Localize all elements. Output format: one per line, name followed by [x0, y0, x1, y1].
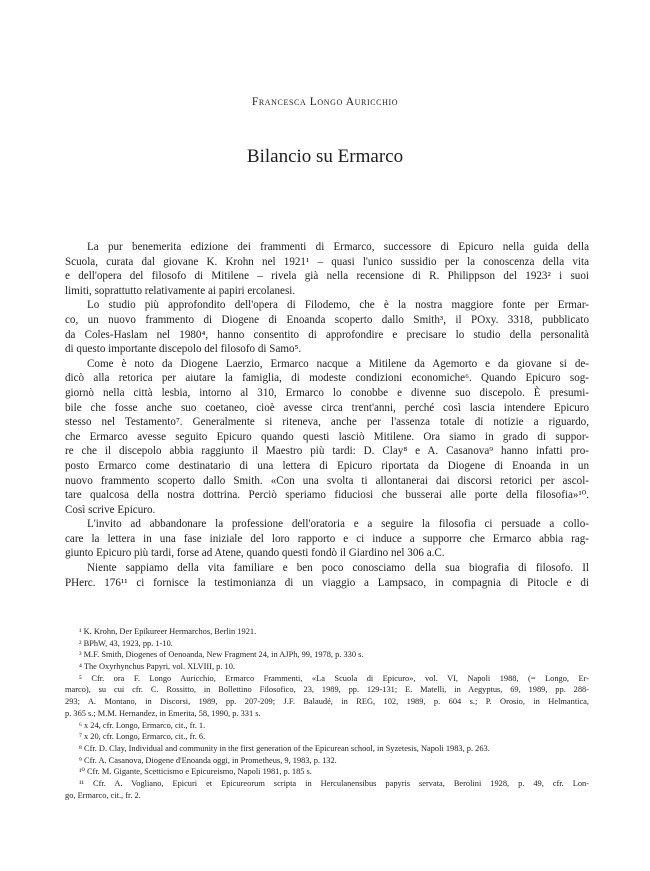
body-line: giornò nella città lesbia, intorno al 310, Ermarco lo conobbe e divenne suo discepolo. È presumi- — [65, 386, 589, 399]
body-line: che Ermarco avesse seguito Epicuro quando questi lasciò Mitilene. Ora siamo in grado di suppor- — [65, 430, 589, 443]
footnotes — [65, 626, 589, 801]
footnote: ¹ K. Krohn, Der Epikureer Hermarchos, Berlin 1921. — [79, 627, 257, 636]
body-line: co, un nuovo frammento di Diogene di Enoanda scoperto dallo Smith³, il POxy. 3318, pubblicato — [65, 313, 589, 326]
body-line: dicò alla retorica per aiutare la famiglia, di modeste condizioni economiche⁶. Quando Epicuro sog- — [65, 372, 589, 385]
body-line: Niente sappiamo della vita familiare e ben poco conosciamo della sua biografia di filosofo. Il — [87, 562, 589, 575]
body-line: e dell'opera del filosofo di Mitilene – rivela già nella recensione di R. Philippson del 1923² i suoi — [65, 270, 589, 283]
body-line: re che il discepolo abbia raggiunto il Maestro più tardi: D. Clay⁸ e A. Casanova⁹ hanno infatti pro- — [65, 445, 589, 458]
author-name: Francesca Longo Auricchio — [251, 96, 399, 108]
body-line: Come è noto da Diogene Laerzio, Ermarco nacque a Mitilene da Agemorto e da giovane si de- — [87, 357, 589, 370]
body-line: tare qualcosa della nostra dottrina. Perciò speriamo fiduciosi che busserai alle porte della filosofia»¹⁰. — [65, 489, 589, 502]
footnote: ¹⁰ Cfr. M. Gigante, Scetticismo e Epicureismo, Napoli 1981, p. 185 s. — [79, 767, 312, 777]
body-line: Così scrive Epicuro. — [65, 503, 156, 516]
footnote-continuation: go, Ermarco, cit., fr. 2. — [65, 790, 141, 800]
body-line: posto Ermarco come destinatario di una lettera di Epicuro riportata da Diogene di Enoanda in un — [65, 459, 589, 472]
body-line: limiti, soprattutto relativamente ai papiri ercolanesi. — [65, 284, 296, 297]
body-line: di questo importante discepolo del filosofo di Samo⁵. — [65, 343, 302, 356]
body-line: Lo studio più approfondito dell'opera di Filodemo, che è la nostra maggiore fonte per Ermar- — [87, 299, 589, 312]
body-line: stesso nel Testamento⁷. Generalmente si riteneva, anche per l'assenza totale di notizie a riguardo, — [65, 416, 589, 429]
footnote-continuation: p. 365 s.; M.M. Hernandez, in Emerita, 58, 1990, p. 331 s. — [65, 708, 261, 718]
body-line: La pur benemerita edizione dei frammenti di Ermarco, successore di Epicuro nella guida della — [87, 241, 589, 253]
footnote: ¹¹ Cfr. A. Vogliano, Epicuri et Epicureorum scripta in Herculanensibus papyris servata, Berolini 1928, p. 49, cfr. Lon- — [79, 778, 589, 788]
footnote: ⁴ The Oxyrhynchus Papyri, vol. XLVIII, p. 10. — [79, 662, 235, 672]
article-title: Bilancio su Ermarco — [246, 146, 404, 167]
body-line: PHerc. 176¹¹ ci fornisce la testimonianza di un viaggio a Lampsaco, in compagnia di Pitocle e di — [65, 576, 589, 589]
footnote: ⁵ Cfr. ora F. Longo Auricchio, Ermarco Frammenti, «La Scuola di Epicuro», vol. VI, Napoli 1988, (= Longo, Er- — [79, 673, 589, 683]
footnote: ² BPhW, 43, 1923, pp. 1-10. — [79, 638, 173, 648]
footnote: ⁷ x 20, cfr. Longo, Ermarco, cit., fr. 6. — [79, 732, 206, 742]
footnote-continuation: marco), su cui cfr. C. Rossitto, in Bollettino Filosofico, 23, 1989, pp. 129-131; E. Matelli, in Aegyptus, 69, 1989, pp. 288- — [65, 685, 589, 695]
body-line: care la lettera in una fase iniziale del loro rapporto e ci induce a supporre che Ermarco abbia rag- — [65, 532, 589, 545]
body-line: nuovo frammento scoperto dallo Smith. «Con una svolta ti allontanerai dai discorsi retorici per ascol- — [65, 474, 589, 487]
body-line: Scuola, curata dal giovane K. Krohn nel 1921¹ – quasi l'unico sussidio per la conoscenza della vita — [65, 255, 589, 268]
footnote-continuation: 293; A. Montano, in Discorsi, 1989, pp. 207-209; J.F. Balaudé, in REG, 102, 1989, p. 604 s.; P. Orosio, in Helmantica, — [65, 697, 589, 707]
footnote: ⁶ x 24, cfr. Longo, Ermarco, cit., fr. 1. — [79, 720, 206, 730]
body-line: bile che fosse anche suo coetaneo, cioè avesse circa trent'anni, perché così lascia intendere Epicuro — [65, 401, 589, 414]
body-text — [65, 240, 589, 590]
footnote: ⁹ Cfr. A. Casanova, Diogene d'Enoanda oggi, in Prometheus, 9, 1983, p. 132. — [79, 755, 337, 765]
footnote: ⁸ Cfr. D. Clay, Individual and community in the first generation of the Epicurean school, in Syzetesis, Napoli 1983, p. 263. — [79, 743, 490, 753]
footnote: ³ M.F. Smith, Diogenes of Oenoanda, New Fragment 24, in AJPh, 99, 1978, p. 330 s. — [79, 650, 364, 660]
body-line: giunto Epicuro più tardi, forse ad Atene, quando questi fondò il Giardino nel 306 a.C. — [65, 547, 445, 560]
body-line: L'invito ad abbandonare la professione dell'oratoria e a seguire la filosofia ci persuade a collo- — [87, 518, 589, 531]
body-line: da Coles-Haslam nel 1980⁴, hanno consentito di approfondire e precisare lo studio della personalità — [65, 328, 589, 341]
